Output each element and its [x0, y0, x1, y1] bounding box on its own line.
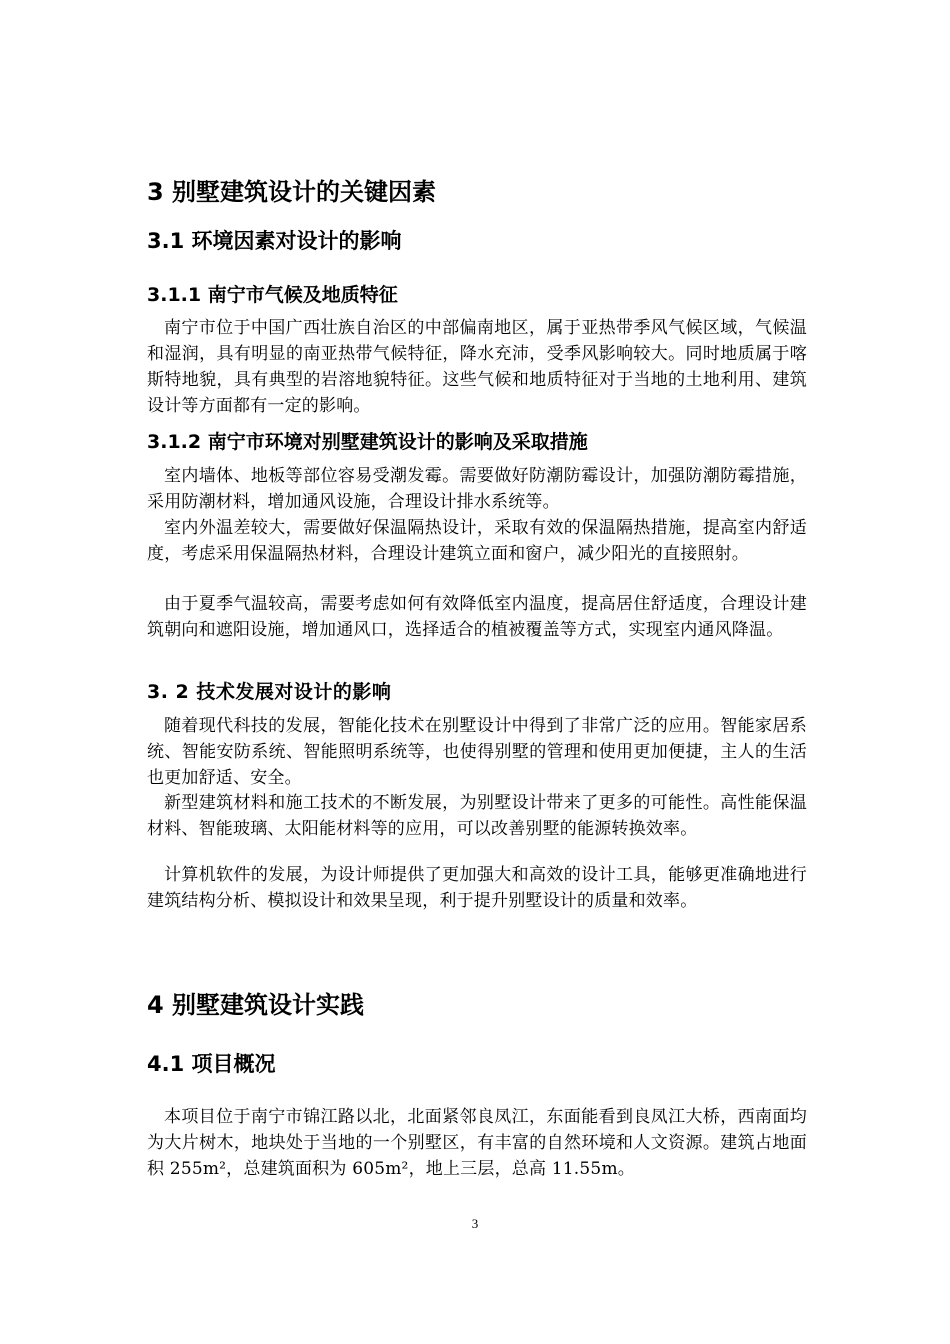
section-3-heading: 3 别墅建筑设计的关键因素	[147, 178, 437, 206]
section-3-1-1-heading: 3.1.1 南宁市气候及地质特征	[147, 284, 398, 306]
section-3-1-2-heading: 3.1.2 南宁市环境对别墅建筑设计的影响及采取措施	[147, 431, 588, 453]
paragraph: 随着现代科技的发展，智能化技术在别墅设计中得到了非常广泛的应用。智能家居系统、智能安防系统、智能照明系统等，也使得别墅的管理和使用更加便捷，主人的生活也更加舒适、安全。	[147, 716, 807, 788]
section-3-2-heading: 3. 2 技术发展对设计的影响	[147, 681, 392, 703]
section-3-1-heading: 3.1 环境因素对设计的影响	[147, 229, 402, 253]
paragraph: 室内墙体、地板等部位容易受潮发霉。需要做好防潮防霉设计，加强防潮防霉措施，采用防潮材料，增加通风设施，合理设计排水系统等。	[147, 466, 807, 512]
paragraph: 本项目位于南宁市锦江路以北，北面紧邻良凤江，东面能看到良凤江大桥，西南面均为大片树木，地块处于当地的一个别墅区，有丰富的自然环境和人文资源。建筑占地面积 255m²，总建筑面积为 605m²，地上三层，总高 11.55m。	[147, 1107, 807, 1179]
paragraph: 计算机软件的发展，为设计师提供了更加强大和高效的设计工具，能够更准确地进行建筑结构分析、模拟设计和效果呈现，利于提升别墅设计的质量和效率。	[147, 865, 807, 911]
section-4-heading: 4 别墅建筑设计实践	[147, 991, 365, 1019]
paragraph: 由于夏季气温较高，需要考虑如何有效降低室内温度，提高居住舒适度，合理设计建筑朝向和遮阳设施，增加通风口，选择适合的植被覆盖等方式，实现室内通风降温。	[147, 594, 807, 640]
page-number: 3	[471, 1216, 479, 1231]
paragraph: 南宁市位于中国广西壮族自治区的中部偏南地区，属于亚热带季风气候区域，气候温和湿润，具有明显的南亚热带气候特征，降水充沛，受季风影响较大。同时地质属于喀斯特地貌，具有典型的岩溶地貌特征。这些气候和地质特征对于当地的土地利用、建筑设计等方面都有一定的影响。	[147, 318, 807, 416]
paragraph: 新型建筑材料和施工技术的不断发展，为别墅设计带来了更多的可能性。高性能保温材料、智能玻璃、太阳能材料等的应用，可以改善别墅的能源转换效率。	[147, 793, 807, 839]
paragraph: 室内外温差较大，需要做好保温隔热设计，采取有效的保温隔热措施，提高室内舒适度，考虑采用保温隔热材料，合理设计建筑立面和窗户，减少阳光的直接照射。	[147, 518, 807, 564]
section-4-1-heading: 4.1 项目概况	[147, 1052, 276, 1076]
